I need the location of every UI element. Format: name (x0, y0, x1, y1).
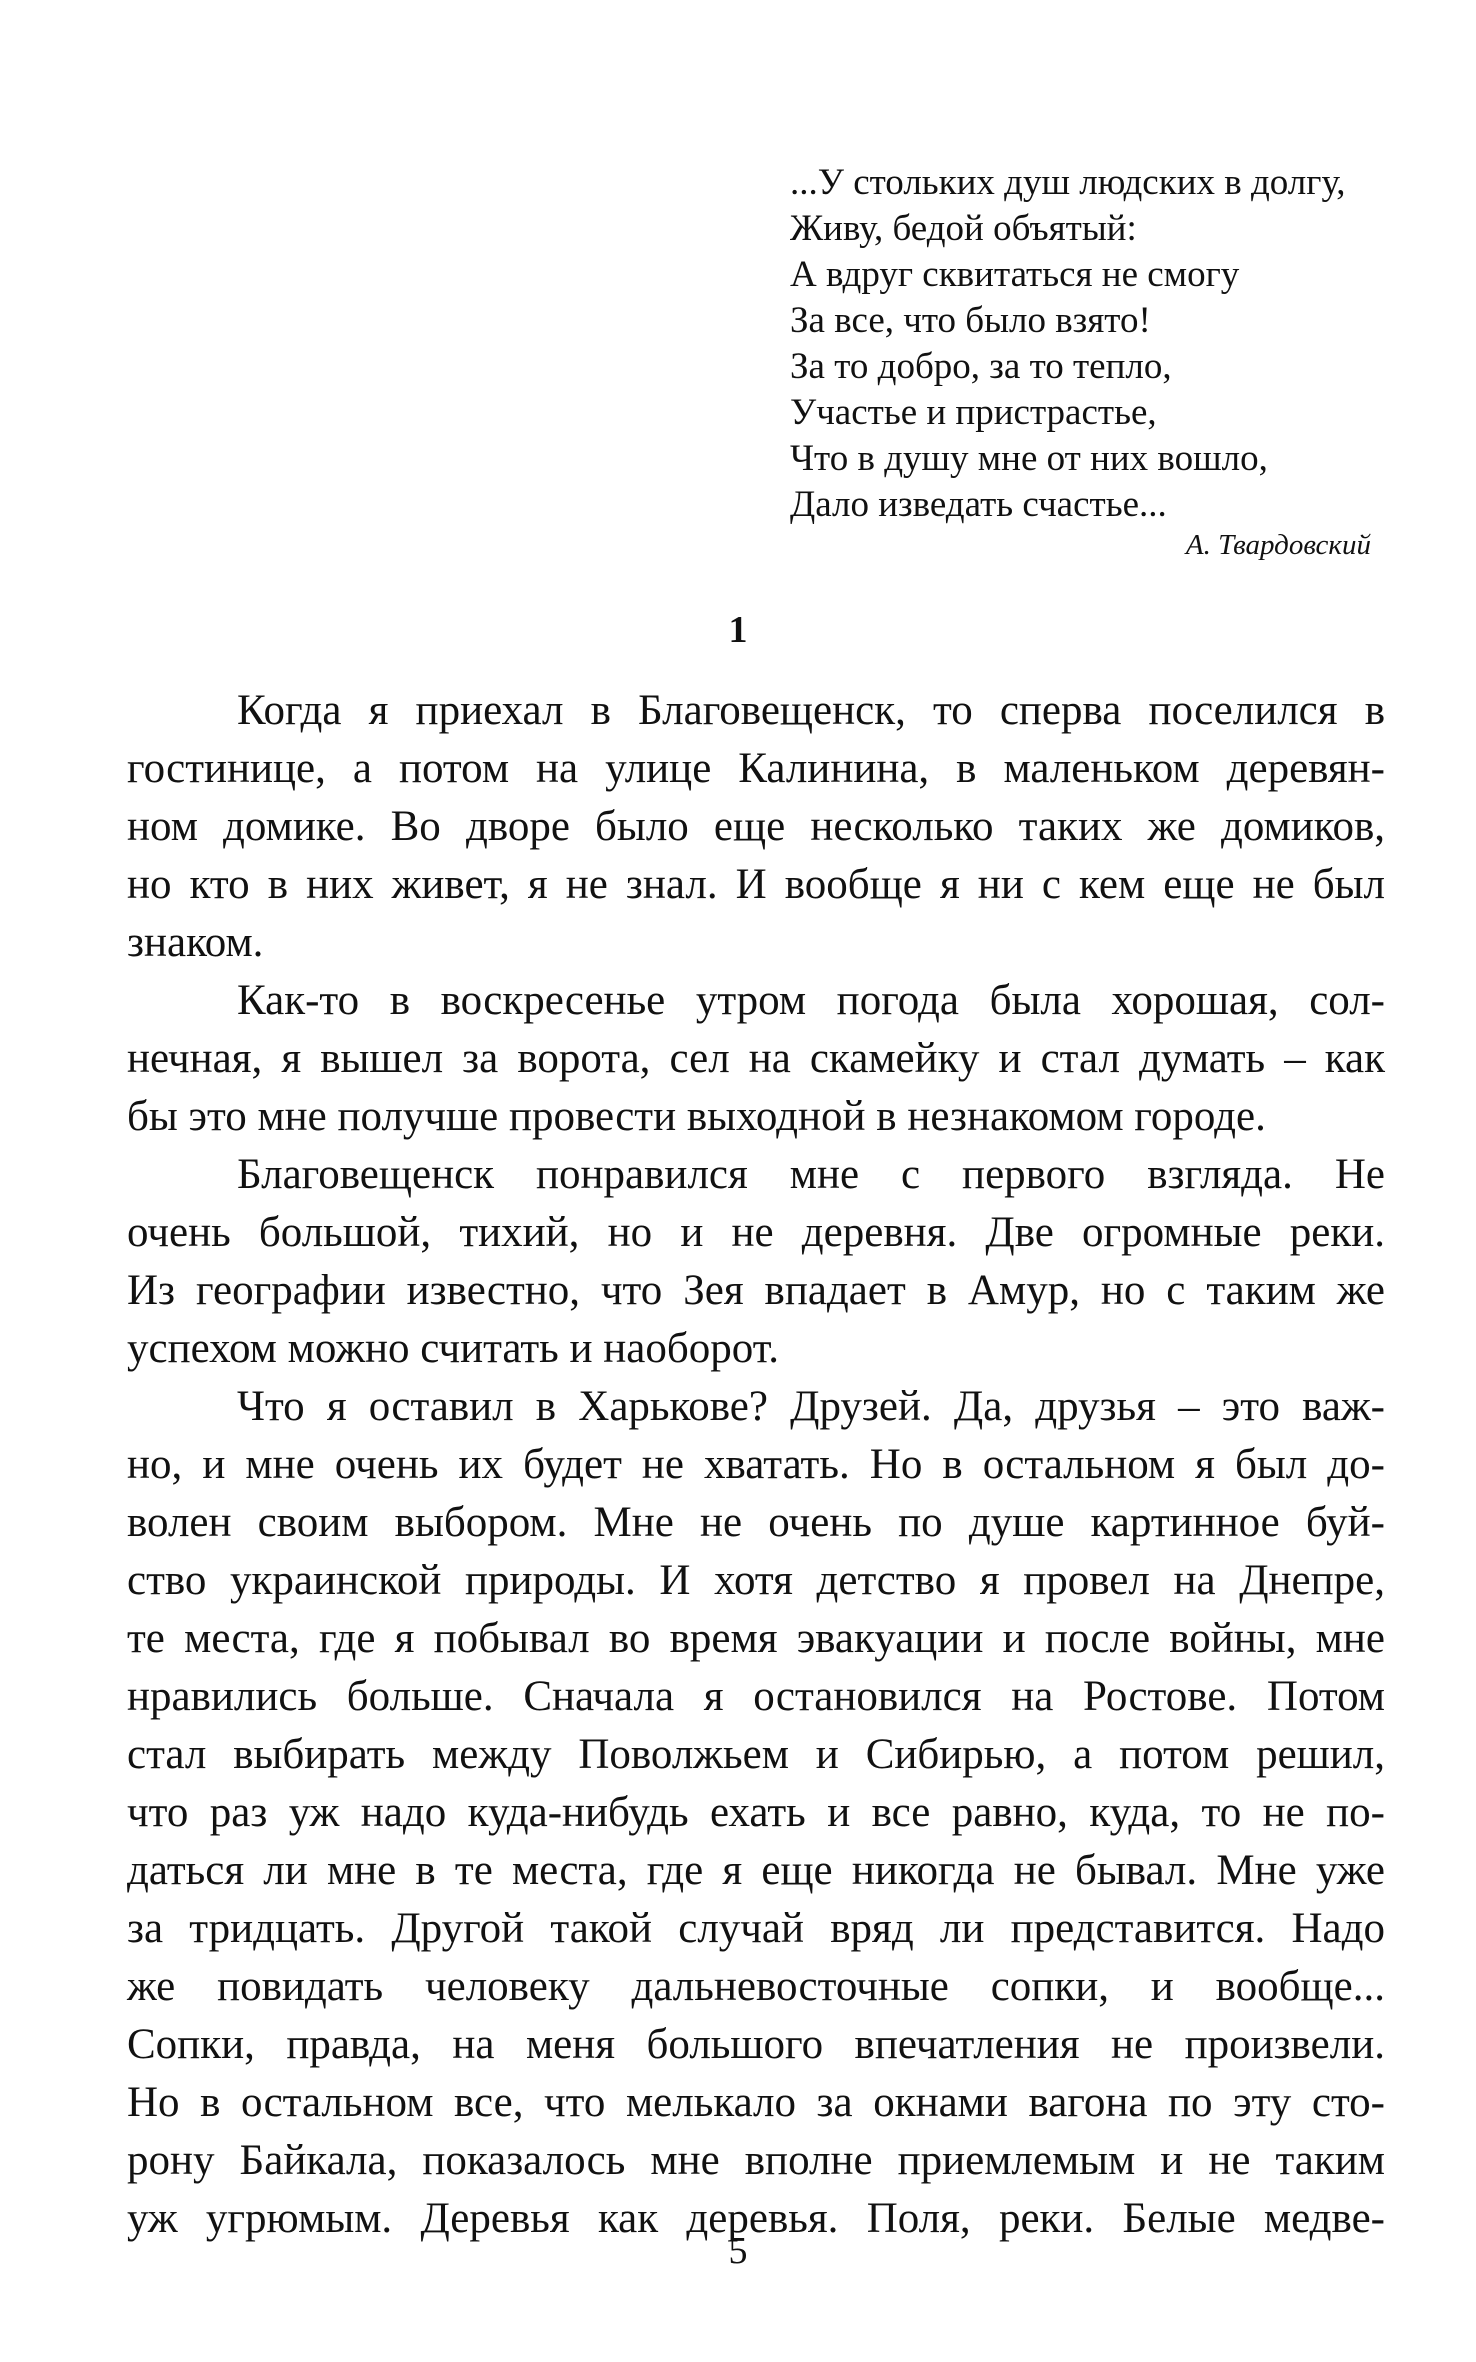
text-line: Когда я приехал в Благовещенск, то сперва поселился в (237, 687, 1385, 734)
text-line: бы это мне получше провести выходной в незнакомом городе. (127, 1093, 1266, 1140)
text-line: ном домике. Во дворе было еще несколько таких же домиков, (127, 803, 1385, 850)
text-line: Из географии известно, что Зея впадает в Амур, но с таким же (127, 1267, 1385, 1314)
text-line: Благовещенск понравился мне с первого взгляда. Не (237, 1151, 1385, 1198)
epigraph-line: А вдруг сквитаться не смогу (790, 254, 1240, 295)
epigraph-line: Что в душу мне от них вошло, (790, 438, 1268, 479)
epigraph (790, 160, 1380, 564)
text-line: ство украинской природы. И хотя детство я провел на Днепре, (127, 1557, 1385, 1604)
text-line: но, и мне очень их будет не хватать. Но в остальном я был до- (127, 1441, 1385, 1488)
text-line: Как-то в воскресенье утром погода была хорошая, сол- (237, 977, 1385, 1024)
text-line: успехом можно считать и наоборот. (127, 1325, 780, 1372)
epigraph-line: За все, что было взято! (790, 300, 1151, 341)
epigraph-line: Участье и пристрастье, (790, 392, 1157, 433)
epigraph-line: Живу, бедой объятый: (790, 208, 1137, 249)
text-line: нечная, я вышел за ворота, сел на скамейку и стал думать – как (127, 1035, 1385, 1082)
text-line: стал выбирать между Поволжьем и Сибирью, а потом решил, (127, 1731, 1385, 1778)
text-line: но кто в них живет, я не знал. И вообще я ни с кем еще не был (127, 861, 1385, 908)
text-line: Но в остальном все, что мелькало за окнами вагона по эту сто- (127, 2079, 1385, 2126)
epigraph-line: ...У стольких душ людских в долгу, (790, 162, 1346, 203)
text-line: очень большой, тихий, но и не деревня. Две огромные реки. (127, 1209, 1385, 1256)
text-line: даться ли мне в те места, где я еще никогда не бывал. Мне уже (127, 1847, 1385, 1894)
epigraph-author: А. Твардовский (1185, 529, 1371, 561)
text-line: уж угрюмым. Деревья как деревья. Поля, реки. Белые медве- (127, 2195, 1385, 2242)
body-text (127, 682, 1385, 2248)
text-line: Что я оставил в Харькове? Друзей. Да, друзья – это важ- (237, 1383, 1385, 1430)
text-line: нравились больше. Сначала я остановился на Ростове. Потом (127, 1673, 1385, 1720)
text-line: за тридцать. Другой такой случай вряд ли представится. Надо (127, 1905, 1385, 1952)
text-line: Сопки, правда, на меня большого впечатления не произвели. (127, 2021, 1385, 2068)
text-line: волен своим выбором. Мне не очень по душе картинное буй- (127, 1499, 1385, 1546)
text-line: что раз уж надо куда-нибудь ехать и все равно, куда, то не по- (127, 1789, 1385, 1836)
epigraph-line: За то добро, за то тепло, (790, 346, 1172, 387)
text-line: гостинице, а потом на улице Калинина, в маленьком деревян- (127, 745, 1385, 792)
epigraph-line: Дало изведать счастье... (790, 484, 1167, 525)
text-line: те места, где я побывал во время эвакуации и после войны, мне (127, 1615, 1385, 1662)
chapter-number: 1 (728, 609, 748, 651)
page-number: 5 (728, 2230, 748, 2272)
text-line: знаком. (127, 919, 264, 966)
text-line: рону Байкала, показалось мне вполне приемлемым и не таким (127, 2137, 1385, 2184)
text-line: же повидать человеку дальневосточные сопки, и вообще... (127, 1963, 1385, 2010)
